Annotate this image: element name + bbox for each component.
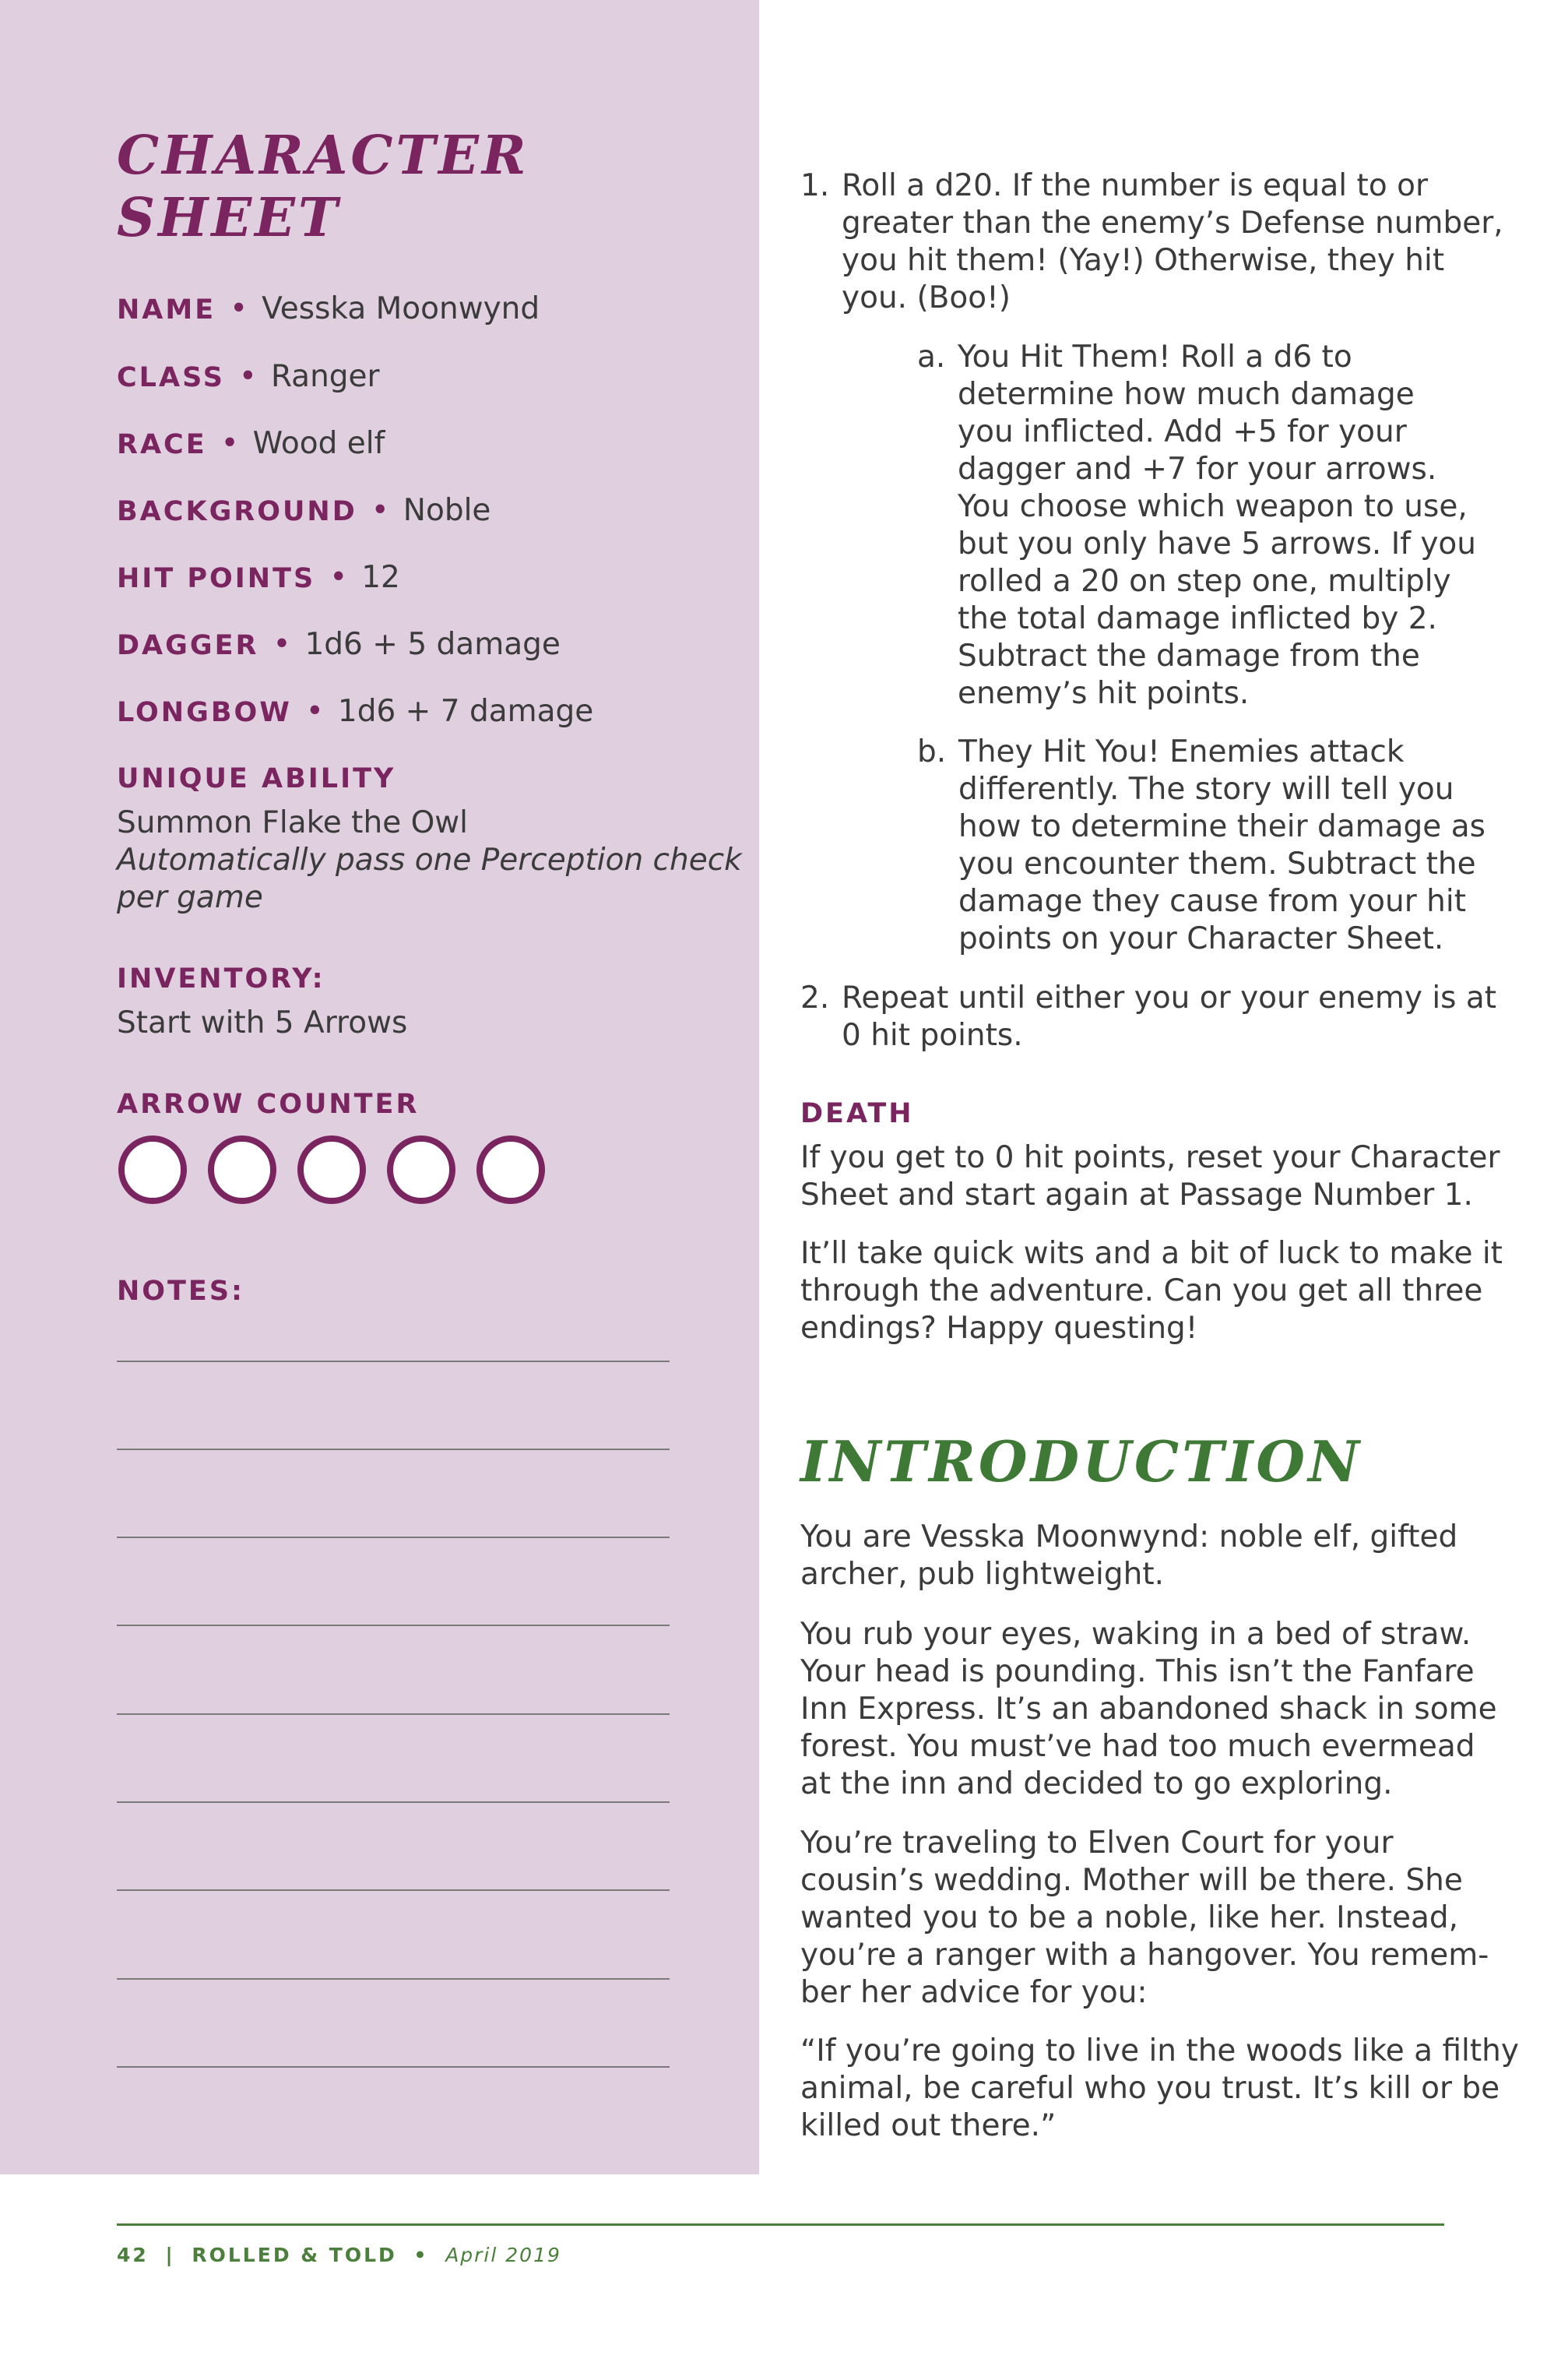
issue-date: April 2019 <box>445 2244 561 2266</box>
separator: • <box>238 359 257 394</box>
notes-line[interactable] <box>117 1625 670 1626</box>
stat-hit-points <box>117 558 400 598</box>
text-line: the total damage inflicted by 2. <box>958 601 1437 636</box>
text-line: points on your Character Sheet. <box>958 921 1444 956</box>
text-line: You’re traveling to Elven Court for your <box>800 1825 1394 1861</box>
list-letter: a. <box>917 340 946 375</box>
stat-race <box>117 424 385 464</box>
text-line: Inn Express. It’s an abandoned shack in some <box>800 1692 1497 1727</box>
notes-label: NOTES: <box>117 1276 245 1307</box>
death-paragraph <box>800 1139 1500 1214</box>
text-line: animal, be careful who you trust. It’s kill or be <box>800 2071 1500 2106</box>
stat-value: 1d6 + 7 damage <box>337 694 594 729</box>
stat-value: Noble <box>403 493 491 528</box>
footer-rule <box>117 2223 1444 2226</box>
notes-line[interactable] <box>117 2066 670 2068</box>
unique-ability-name: Summon Flake the Owl <box>117 805 469 840</box>
arrow-counter-circle[interactable] <box>297 1135 366 1204</box>
page-footer <box>117 2243 561 2268</box>
unique-ability-desc-line-1: Automatically pass one Perception check <box>117 843 742 878</box>
text-line: killed out there.” <box>800 2108 1057 2143</box>
arrow-counter-circle[interactable] <box>118 1135 187 1204</box>
list-letter: b. <box>917 734 947 769</box>
text-line: enemy’s hit points. <box>958 676 1250 711</box>
text-line: 0 hit points. <box>842 1018 1023 1053</box>
separator: • <box>272 627 291 662</box>
text-line: how to determine their damage as <box>958 809 1485 844</box>
stat-value: 1d6 + 5 damage <box>304 627 561 662</box>
stat-background <box>117 491 490 531</box>
text-line: you encounter them. Subtract the <box>958 847 1476 882</box>
separator: • <box>230 291 248 326</box>
text-line: differently. The story will tell you <box>958 772 1454 807</box>
combat-step-1b <box>958 734 1485 958</box>
combat-step-2 <box>842 980 1496 1054</box>
notes-line[interactable] <box>117 1978 670 1980</box>
text-line: forest. You must’ve had too much evermead <box>800 1729 1475 1764</box>
arrow-counter-label: ARROW COUNTER <box>117 1089 420 1120</box>
combat-step-1a <box>958 339 1476 713</box>
title-line-2: SHEET <box>117 187 341 249</box>
stat-value: Ranger <box>270 359 380 394</box>
text-line: They Hit You! Enemies attack <box>958 734 1405 769</box>
text-line: dagger and +7 for your arrows. <box>958 452 1437 487</box>
arrow-counter-circle[interactable] <box>208 1135 276 1204</box>
text-line: rolled a 20 on step one, multiply <box>958 564 1451 599</box>
arrow-counter-circle[interactable] <box>387 1135 455 1204</box>
stat-label: RACE <box>117 429 207 460</box>
separator: • <box>371 493 389 528</box>
list-number: 2. <box>800 981 830 1016</box>
page-number: 42 <box>117 2244 149 2266</box>
stat-label: HIT POINTS <box>117 563 316 594</box>
notes-line[interactable] <box>117 1801 670 1803</box>
text-line: determine how much damage <box>958 377 1415 412</box>
text-line: archer, pub lightweight. <box>800 1557 1165 1592</box>
text-line: endings? Happy questing! <box>800 1311 1198 1346</box>
text-line: You Hit Them! Roll a d6 to <box>958 340 1352 375</box>
text-line: If you get to 0 hit points, reset your Character <box>800 1140 1500 1175</box>
text-line: through the adventure. Can you get all three <box>800 1273 1483 1308</box>
stat-label: NAME <box>117 294 216 326</box>
text-line: you’re a ranger with a hangover. You remem- <box>800 1938 1489 1973</box>
footer-bullet: • <box>413 2244 429 2266</box>
unique-ability-label: UNIQUE ABILITY <box>117 763 396 794</box>
separator: • <box>305 694 324 729</box>
text-line: “If you’re going to live in the woods like a filthy <box>800 2033 1519 2068</box>
footer-divider: | <box>165 2244 175 2266</box>
stat-value: Vesska Moonwynd <box>262 291 540 326</box>
stat-label: BACKGROUND <box>117 496 357 527</box>
character-sheet-title <box>117 125 529 249</box>
combat-step-1 <box>842 167 1503 317</box>
inventory-label: INVENTORY: <box>117 963 325 995</box>
text-line: you inflicted. Add +5 for your <box>958 414 1407 449</box>
stat-label: DAGGER <box>117 630 259 661</box>
notes-line[interactable] <box>117 1449 670 1450</box>
intro-paragraph-1 <box>800 1519 1457 1593</box>
arrow-counter-circle[interactable] <box>476 1135 545 1204</box>
stat-longbow <box>117 692 593 732</box>
intro-paragraph-3 <box>800 1825 1489 2012</box>
text-line: Repeat until either you or your enemy is at <box>842 981 1497 1016</box>
stat-label: LONGBOW <box>117 697 292 728</box>
text-line: wanted you to be a noble, like her. Instead, <box>800 1900 1459 1935</box>
stat-label: CLASS <box>117 362 225 393</box>
notes-line[interactable] <box>117 1713 670 1715</box>
notes-line[interactable] <box>117 1361 670 1362</box>
quick-wits-paragraph <box>800 1235 1503 1347</box>
title-line-1: CHARACTER <box>117 125 529 187</box>
text-line: greater than the enemy’s Defense number, <box>842 206 1503 241</box>
notes-line[interactable] <box>117 1537 670 1538</box>
text-line: It’ll take quick wits and a bit of luck to make it <box>800 1236 1503 1271</box>
death-heading: DEATH <box>800 1098 914 1129</box>
separator: • <box>220 426 239 461</box>
list-number: 1. <box>800 168 830 203</box>
separator: • <box>329 560 348 595</box>
text-line: damage they cause from your hit <box>958 884 1467 919</box>
intro-paragraph-2 <box>800 1616 1497 1803</box>
text-line: Roll a d20. If the number is equal to or <box>842 168 1428 203</box>
text-line: Subtract the damage from the <box>958 639 1420 674</box>
text-line: you hit them! (Yay!) Otherwise, they hit <box>842 243 1445 278</box>
stat-dagger <box>117 625 561 665</box>
stat-value: Wood elf <box>252 426 385 461</box>
inventory-value: Start with 5 Arrows <box>117 1005 408 1040</box>
text-line: Sheet and start again at Passage Number 1. <box>800 1178 1473 1213</box>
text-line: at the inn and decided to go exploring. <box>800 1766 1393 1801</box>
text-line: ber her advice for you: <box>800 1975 1148 2010</box>
text-line: Your head is pounding. This isn’t the Fanfare <box>800 1654 1475 1689</box>
text-line: You choose which weapon to use, <box>958 489 1468 524</box>
notes-line[interactable] <box>117 1889 670 1891</box>
intro-paragraph-4 <box>800 2033 1519 2145</box>
text-line: cousin’s wedding. Mother will be there. She <box>800 1863 1463 1898</box>
text-line: You rub your eyes, waking in a bed of straw. <box>800 1617 1471 1652</box>
stat-class <box>117 357 380 397</box>
stat-value: 12 <box>361 560 400 595</box>
text-line: you. (Boo!) <box>842 280 1011 315</box>
text-line: You are Vesska Moonwynd: noble elf, gifted <box>800 1519 1458 1554</box>
introduction-heading: INTRODUCTION <box>800 1428 1362 1495</box>
text-line: but you only have 5 arrows. If you <box>958 526 1476 562</box>
stat-name <box>117 290 540 329</box>
publication-name: ROLLED & TOLD <box>192 2244 397 2266</box>
unique-ability-desc-line-2: per game <box>117 880 263 915</box>
